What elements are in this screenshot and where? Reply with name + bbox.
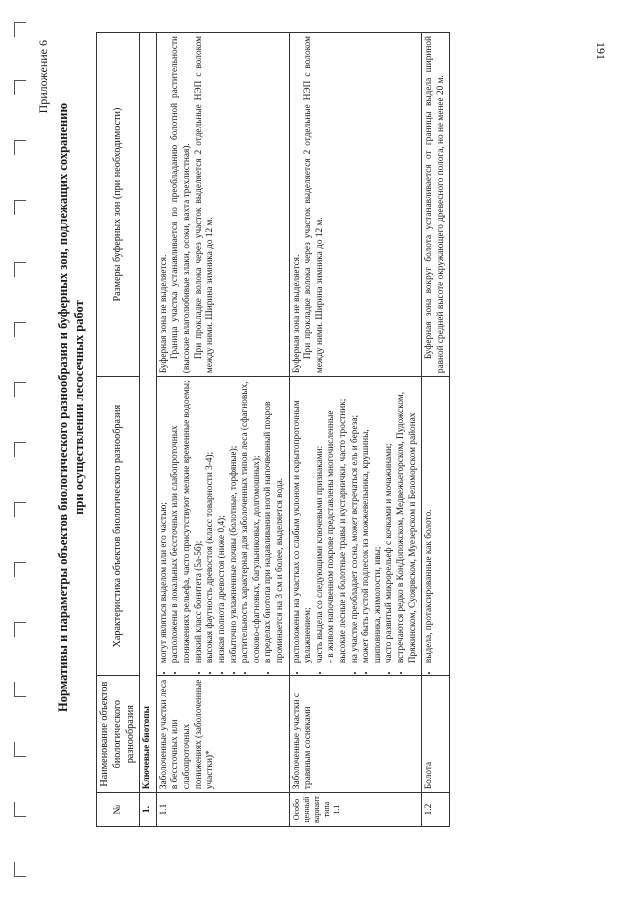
list-item: • на участке преобладает сосна, может встречаться ель и береза; [350, 380, 362, 663]
row-buffer [289, 33, 422, 377]
list-item: • в пределах биотопа при надавливании ногой напочвенный покров проминается на 3 см и более, выделяется вода. [263, 380, 286, 663]
section-label: Ключевые биотопы [140, 33, 157, 793]
buffer-text: При прокладке волока через участок выделяется 2 отдельные НЭП с волоком между ними. Ширина зимника до 12 м. [193, 36, 216, 374]
title-line-1: Нормативы и параметры объектов биологического разнообразия и буферных зон, подлежащих сохранению [56, 103, 70, 712]
header-buffer: Размеры буферных зон (при необходимости) [97, 33, 140, 377]
appendix-label: Приложение 6 [36, 40, 50, 114]
section-row [140, 33, 157, 827]
list-item: • расположены в локальных бессточных или слабопроточных понижениях рельефа, часто присутствуют мелкие временные водоемы; [170, 380, 193, 663]
list-item: • растительность характерная для заболоченных типов леса (сфагновых, осоково-сфагновых, багульниковых, долгомошных); [240, 380, 263, 663]
row-num: Особо ценный вариант типа 1.1 [289, 793, 422, 827]
list-item: • низкая полнота древостоя (ниже 0,4); [217, 380, 229, 663]
list-item: • могут являться выделом или его частью; [159, 380, 171, 663]
row-num: 1.1 [156, 793, 289, 827]
row-buffer [156, 33, 289, 377]
table-row [156, 33, 289, 827]
table-row [422, 33, 450, 827]
section-num: 1. [140, 793, 157, 827]
page-title [56, 60, 87, 755]
header-row [97, 33, 140, 827]
buffer-text: При прокладке волока через участок выделяется 2 отдельные НЭП с волоком между ними. Ширина зимника до 12 м. [303, 36, 325, 374]
header-characteristics: Характеристика объектов биологического разнообразия [97, 377, 140, 676]
buffer-text: Буферная зона не выделяется. [291, 254, 302, 374]
list-item: • низкий класс бонитета (5а-5б); [194, 380, 206, 663]
list-item: • может быть густой подлесок из можжевельника, крушины, шиповника, жимолости, ивы; [361, 380, 384, 663]
biodiversity-table [96, 32, 450, 827]
page-number: 191 [594, 42, 608, 60]
list-item: • встречаются редко в КонДопожском, Медвежьегорском, Пудожском, Пряжинском, Суоярвском, Муезерском и Беломорском районах [396, 380, 419, 663]
row-buffer [422, 33, 450, 377]
list-item: - в живом напочвенном покрове представлены многочисленные высокие лесные и болотные травы и кустарнички, часто тростник; [326, 398, 348, 664]
row-name: Заболоченные участки леса в бессточных или слабопроточных понижениях (заболоченные участки)* [156, 676, 289, 793]
row-name: Болота [422, 676, 450, 793]
title-line-2: при осуществлении лесосечных работ [71, 300, 86, 515]
header-name: Наименование объектов биологического разнообразия [97, 676, 140, 793]
row-characteristics [289, 377, 422, 676]
buffer-text: Буферная зона не выделяется. [158, 254, 169, 374]
buffer-text: Граница участка устанавливается по преобладанию болотной растительности (высокие влаголюбивые злаки, осоки, вахта трехлистная). [170, 36, 193, 374]
list-item: • выдела, протаксированные как болото. [424, 380, 436, 663]
list-item: • расположены на участках со слабым уклоном и скрытопроточным увлажнением; [292, 380, 315, 663]
header-num: № [97, 793, 140, 827]
table-row [289, 33, 422, 827]
row-characteristics [422, 377, 450, 676]
list-item: • избыточно увлажненные почвы (болотные, торфяные); [229, 380, 241, 663]
row-num: 1.2 [422, 793, 450, 827]
row-characteristics [156, 377, 289, 676]
buffer-text: Буферная зона вокруг болота устанавливается от границы выдела шириной равной средней высоте окружающего древесного полога, но не менее 20 м. [424, 36, 446, 374]
list-item: • часть выдела со следующими ключевыми признаками: [315, 380, 327, 663]
row-name: Заболоченные участки с травяным сосняками [289, 676, 422, 793]
list-item: • высокая фаутность древостоя (класс товарности 3-4); [205, 380, 217, 663]
list-item: • часто развитый микрорельеф с кочками и мочажинами; [384, 380, 396, 663]
